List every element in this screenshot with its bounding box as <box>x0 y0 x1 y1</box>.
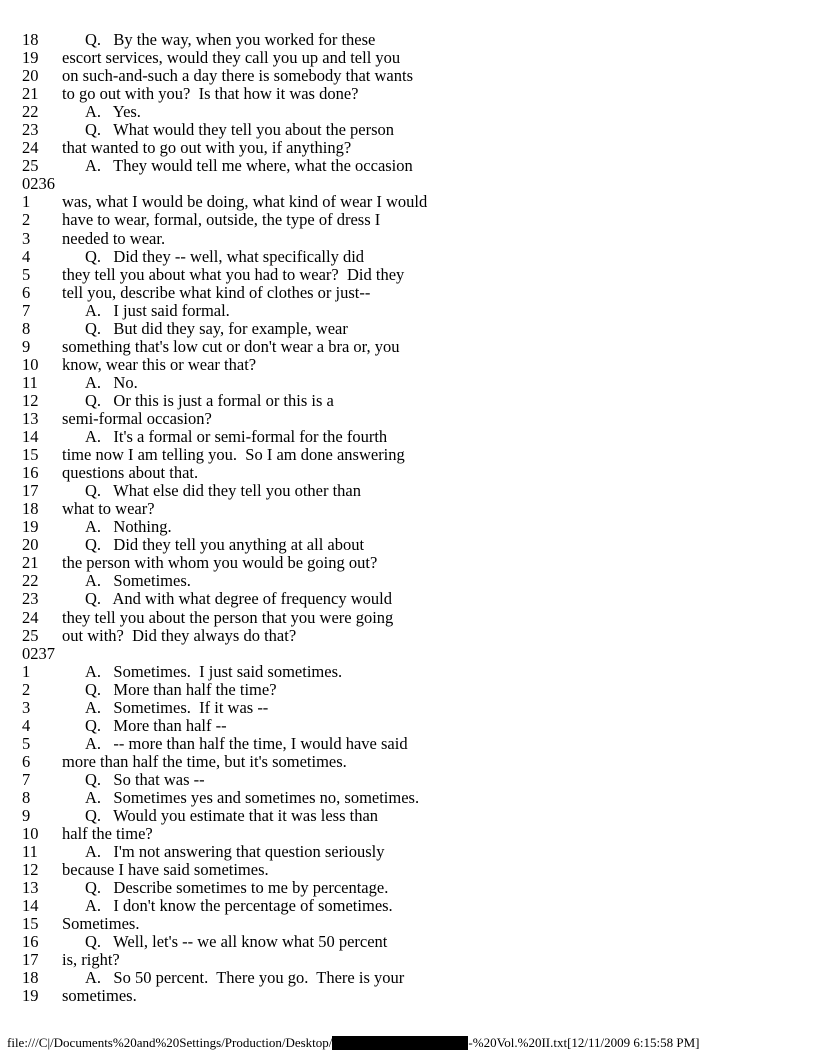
transcript-line <box>22 374 808 392</box>
transcript-line <box>22 338 808 356</box>
transcript-line <box>22 717 808 735</box>
line-number: 2 <box>22 210 31 230</box>
transcript-line <box>22 464 808 482</box>
page-number: 0236 <box>22 174 55 194</box>
transcript-line <box>22 266 808 284</box>
line-number: 15 <box>22 914 39 934</box>
transcript-line <box>22 103 808 121</box>
line-text: what to wear? <box>62 499 155 519</box>
transcript-line <box>22 843 808 861</box>
line-number: 13 <box>22 408 39 428</box>
line-text: is, right? <box>62 950 120 970</box>
transcript-line <box>22 969 808 987</box>
line-text: sometimes. <box>62 986 137 1006</box>
transcript-line <box>22 753 808 771</box>
line-text: know, wear this or wear that? <box>62 354 257 374</box>
line-number: 14 <box>22 896 39 916</box>
line-text: Q. Or this is just a formal or this is a <box>85 390 334 410</box>
transcript-line <box>22 681 808 699</box>
line-text: out with? Did they always do that? <box>62 625 297 645</box>
line-number: 16 <box>22 932 39 952</box>
transcript-line <box>22 609 808 627</box>
line-number: 2 <box>22 679 31 699</box>
line-text: A. I don't know the percentage of sometimes. <box>85 896 393 916</box>
line-text: Q. Describe sometimes to me by percentage. <box>85 878 389 898</box>
line-text: Q. And with what degree of frequency would <box>85 589 392 609</box>
line-number: 23 <box>22 120 39 140</box>
line-text: A. Sometimes. <box>85 571 191 591</box>
line-number: 12 <box>22 390 39 410</box>
line-text: Q. More than half the time? <box>85 679 277 699</box>
transcript-line <box>22 771 808 789</box>
transcript-line <box>22 410 808 428</box>
transcript-line <box>22 645 808 663</box>
line-text: because I have said sometimes. <box>62 860 269 880</box>
transcript-line <box>22 536 808 554</box>
transcript-line <box>22 590 808 608</box>
line-number: 1 <box>22 192 31 212</box>
transcript-line <box>22 157 808 175</box>
transcript-line <box>22 446 808 464</box>
line-text: Q. What else did they tell you other than <box>85 481 362 501</box>
line-text: A. Sometimes yes and sometimes no, sometimes. <box>85 787 420 807</box>
line-text: Q. Would you estimate that it was less than <box>85 806 379 826</box>
line-number: 24 <box>22 138 39 158</box>
transcript-line <box>22 211 808 229</box>
line-text: A. Nothing. <box>85 517 172 537</box>
transcript <box>22 31 808 1006</box>
line-text: A. Sometimes. If it was -- <box>85 697 269 717</box>
line-text: questions about that. <box>62 463 199 483</box>
line-text: they tell you about what you had to wear? Did they <box>62 264 405 284</box>
line-number: 5 <box>22 264 31 284</box>
line-number: 8 <box>22 318 31 338</box>
line-number: 22 <box>22 571 39 591</box>
line-number: 5 <box>22 733 31 753</box>
line-text: on such-and-such a day there is somebody that wants <box>62 66 413 86</box>
line-number: 25 <box>22 625 39 645</box>
transcript-line <box>22 85 808 103</box>
line-text: Q. Did they -- well, what specifically did <box>85 246 365 266</box>
transcript-line <box>22 482 808 500</box>
transcript-line <box>22 789 808 807</box>
transcript-line <box>22 663 808 681</box>
transcript-line <box>22 627 808 645</box>
transcript-line <box>22 897 808 915</box>
line-number: 11 <box>22 372 38 392</box>
line-number: 16 <box>22 463 39 483</box>
line-number: 6 <box>22 282 31 302</box>
line-number: 23 <box>22 589 39 609</box>
transcript-line <box>22 175 808 193</box>
transcript-line <box>22 554 808 572</box>
line-text: needed to wear. <box>62 228 166 248</box>
line-number: 19 <box>22 48 39 68</box>
transcript-line <box>22 302 808 320</box>
line-text: tell you, describe what kind of clothes or just-- <box>62 282 371 302</box>
line-number: 15 <box>22 445 39 465</box>
transcript-line <box>22 428 808 446</box>
transcript-line <box>22 500 808 518</box>
transcript-line <box>22 67 808 85</box>
line-number: 25 <box>22 156 39 176</box>
transcript-line <box>22 320 808 338</box>
line-text: A. I just said formal. <box>85 300 230 320</box>
transcript-line <box>22 572 808 590</box>
line-number: 4 <box>22 715 31 735</box>
line-text: A. I'm not answering that question seriously <box>85 842 385 862</box>
line-number: 7 <box>22 769 31 789</box>
line-text: semi-formal occasion? <box>62 408 212 428</box>
line-text: to go out with you? Is that how it was done? <box>62 84 359 104</box>
line-text: Q. What would they tell you about the person <box>85 120 395 140</box>
line-number: 18 <box>22 30 39 49</box>
transcript-line <box>22 807 808 825</box>
transcript-line <box>22 392 808 410</box>
transcript-line <box>22 987 808 1005</box>
line-number: 9 <box>22 806 31 826</box>
line-text: something that's low cut or don't wear a bra or, you <box>62 336 400 356</box>
line-number: 6 <box>22 751 31 771</box>
line-text: A. So 50 percent. There you go. There is your <box>85 968 405 988</box>
line-text: the person with whom you would be going out? <box>62 553 378 573</box>
line-text: have to wear, formal, outside, the type of dress I <box>62 210 381 230</box>
line-number: 10 <box>22 824 39 844</box>
line-text: they tell you about the person that you were going <box>62 607 394 627</box>
line-number: 18 <box>22 499 39 519</box>
line-text: Q. But did they say, for example, wear <box>85 318 348 338</box>
file-path-footer <box>7 1035 700 1051</box>
line-number: 22 <box>22 102 39 122</box>
transcript-line <box>22 248 808 266</box>
line-text: was, what I would be doing, what kind of wear I would <box>62 192 428 212</box>
line-text: more than half the time, but it's sometimes. <box>62 751 347 771</box>
line-number: 19 <box>22 986 39 1006</box>
transcript-line <box>22 933 808 951</box>
line-number: 1 <box>22 661 31 681</box>
transcript-line <box>22 915 808 933</box>
line-number: 13 <box>22 878 39 898</box>
transcript-line <box>22 49 808 67</box>
file-url-prefix: file:///C|/Documents%20and%20Settings/Production/Desktop/ <box>7 1035 333 1050</box>
line-number: 20 <box>22 66 39 86</box>
line-text: time now I am telling you. So I am done answering <box>62 445 405 465</box>
line-number: 24 <box>22 607 39 627</box>
line-text: A. No. <box>85 372 138 392</box>
line-text: A. It's a formal or semi-formal for the fourth <box>85 427 388 447</box>
line-number: 4 <box>22 246 31 266</box>
line-number: 7 <box>22 300 31 320</box>
line-number: 12 <box>22 860 39 880</box>
line-text: Sometimes. <box>62 914 140 934</box>
transcript-line <box>22 139 808 157</box>
line-text: Q. Well, let's -- we all know what 50 percent <box>85 932 388 952</box>
line-text: Q. By the way, when you worked for these <box>85 30 376 49</box>
line-text: half the time? <box>62 824 153 844</box>
line-number: 14 <box>22 427 39 447</box>
line-number: 17 <box>22 481 39 501</box>
line-number: 3 <box>22 228 31 248</box>
transcript-line <box>22 735 808 753</box>
page-number: 0237 <box>22 643 55 663</box>
line-number: 21 <box>22 553 39 573</box>
transcript-line <box>22 518 808 536</box>
line-number: 21 <box>22 84 39 104</box>
line-number: 11 <box>22 842 38 862</box>
line-text: Q. More than half -- <box>85 715 227 735</box>
line-number: 18 <box>22 968 39 988</box>
line-number: 19 <box>22 517 39 537</box>
line-text: that wanted to go out with you, if anything? <box>62 138 352 158</box>
line-text: A. Yes. <box>85 102 141 122</box>
line-text: Q. So that was -- <box>85 769 205 789</box>
transcript-line <box>22 699 808 717</box>
transcript-line <box>22 951 808 969</box>
transcript-line <box>22 356 808 374</box>
line-text: A. Sometimes. I just said sometimes. <box>85 661 343 681</box>
transcript-line <box>22 879 808 897</box>
transcript-line <box>22 825 808 843</box>
line-text: A. -- more than half the time, I would have said <box>85 733 408 753</box>
line-number: 20 <box>22 535 39 555</box>
line-text: escort services, would they call you up and tell you <box>62 48 401 68</box>
line-number: 8 <box>22 787 31 807</box>
file-url-suffix: -%20Vol.%20II.txt[12/11/2009 6:15:58 PM] <box>468 1035 700 1050</box>
line-text: Q. Did they tell you anything at all about <box>85 535 365 555</box>
transcript-line <box>22 31 808 49</box>
line-number: 10 <box>22 354 39 374</box>
transcript-line <box>22 284 808 302</box>
redaction-box <box>332 1036 468 1050</box>
transcript-line <box>22 121 808 139</box>
line-number: 9 <box>22 336 31 356</box>
line-number: 17 <box>22 950 39 970</box>
transcript-line <box>22 861 808 879</box>
transcript-line <box>22 193 808 211</box>
transcript-line <box>22 230 808 248</box>
line-number: 3 <box>22 697 31 717</box>
line-text: A. They would tell me where, what the occasion <box>85 156 413 176</box>
